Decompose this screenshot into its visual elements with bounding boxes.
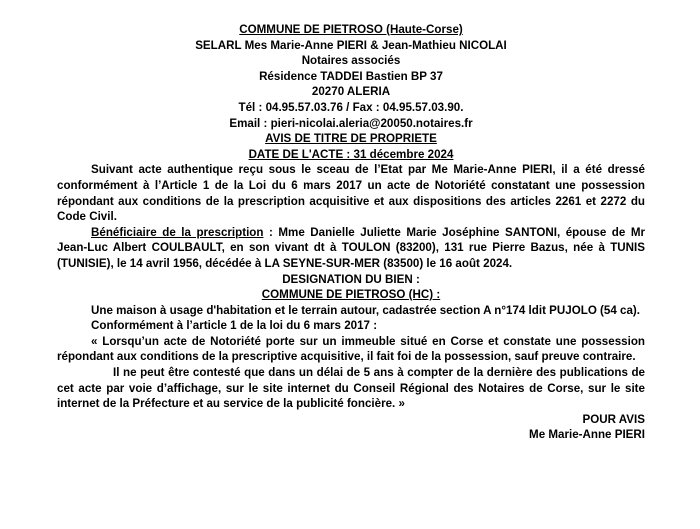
designation-heading: DESIGNATION DU BIEN : bbox=[282, 272, 420, 286]
paragraph-beneficiary bbox=[57, 225, 645, 272]
paragraph-notoriety: Suivant acte authentique reçu sous le sceau de l’Etat par Me Marie-Anne PIERI, il a été dressé conformément à l’Article 1 de la Loi du 6 mars 2017 un acte de Notoriété constatant une possession répondant aux conditions de la prescription acquisitive et aux dispositions des articles 2261 et 2272 du Code Civil. bbox=[57, 163, 645, 224]
pour-avis: POUR AVIS bbox=[582, 412, 645, 426]
paragraph-quoted-law: « Lorsqu’un acte de Notoriété porte sur un immeuble situé en Corse et constate une possession répondant aux conditions de la prescriptive acquisitive, il fait foi de la possession, sauf preuve contraire. bbox=[57, 334, 645, 364]
header-address: Résidence TADDEI Bastien BP 37 bbox=[259, 69, 443, 83]
signature-block bbox=[57, 412, 645, 443]
paragraph-contest: Il ne peut être contesté que dans un délai de 5 ans à compter de la dernière des publications de cet acte par voie d’affichage, sur le site internet du Conseil Régional des Notaires de Corse, sur le site internet de la Préfecture et au service de la publicité foncière. » bbox=[57, 366, 645, 411]
signatory-name: Me Marie-Anne PIERI bbox=[529, 428, 645, 442]
act-date-row bbox=[57, 147, 645, 163]
notice-title-row bbox=[57, 131, 645, 147]
header-phone: Tél : 04.95.57.03.76 / Fax : 04.95.57.03.90. bbox=[238, 100, 464, 114]
beneficiary-details: : Mme Danielle Juliette Marie Joséphine SANTONI, épouse de Mr Jean-Luc Albert COULBAULT, en son vivant dt à TOULON (83200), 131 rue Pierre Bazus, née à TUNIS (TUNISIE), le 14 avril 1956, décédée à LA SEYNE-SUR-MER (83500) le 16 août 2024. bbox=[57, 225, 646, 270]
designation-commune-row bbox=[57, 287, 645, 303]
act-date-title: DATE DE L'ACTE : 31 décembre 2024 bbox=[248, 147, 454, 161]
header-email: Email : pieri-nicolai.aleria@20050.notaires.fr bbox=[229, 116, 473, 130]
header-city: 20270 ALERIA bbox=[311, 85, 391, 99]
header-commune: COMMUNE DE PIETROSO (Haute-Corse) bbox=[239, 23, 463, 36]
designation-commune: COMMUNE DE PIETROSO (HC) : bbox=[261, 288, 441, 302]
header-role: Notaires associés bbox=[301, 54, 401, 68]
document-body bbox=[57, 22, 645, 443]
header-block bbox=[57, 22, 645, 38]
beneficiary-label: Bénéficiaire de la prescription bbox=[91, 225, 264, 239]
header-firm: SELARL Mes Marie-Anne PIERI & Jean-Mathieu NICOLAI bbox=[195, 38, 507, 52]
paragraph-law-reference: Conformément à l’article 1 de la loi du 6 mars 2017 : bbox=[91, 319, 378, 333]
notice-title: AVIS DE TITRE DE PROPRIETE bbox=[265, 132, 437, 146]
paragraph-property: Une maison à usage d'habitation et le terrain autour, cadastrée section A n°174 ldit PUJOLO (54 ca). bbox=[91, 303, 641, 317]
